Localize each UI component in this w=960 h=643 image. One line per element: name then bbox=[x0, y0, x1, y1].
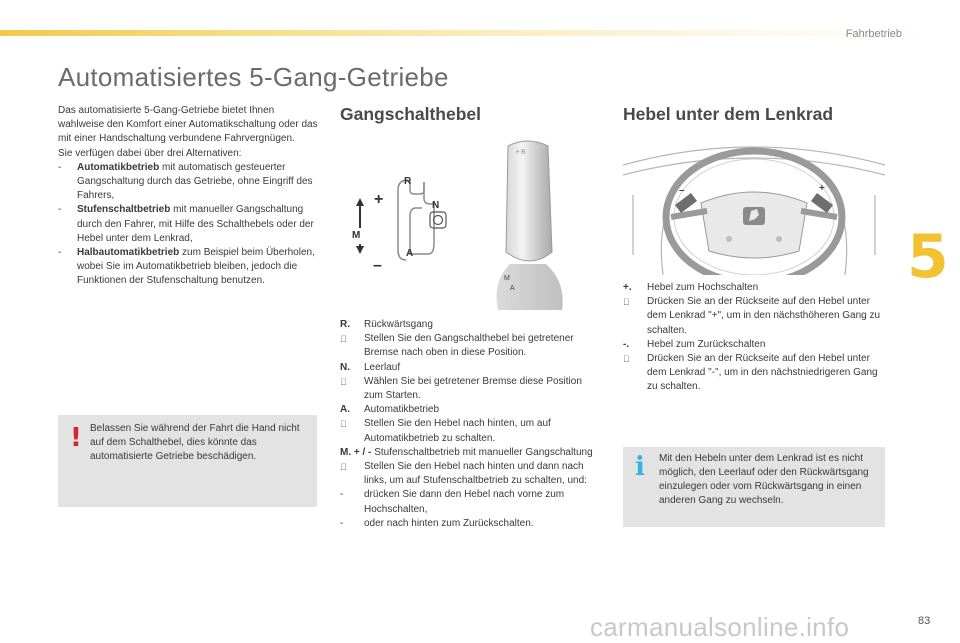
peugeot-logo-icon bbox=[743, 207, 765, 225]
list-text: Rückwärtsgang bbox=[364, 319, 433, 330]
arrow-bullet-icon bbox=[623, 352, 647, 395]
gear-lever-illustration bbox=[340, 132, 605, 312]
list-item-text: zum Beispiel beim Überholen, wobei Sie im Automatikbetrieb bleiben, jedoch die Funktionen der Stufenschaltung benutzen. bbox=[77, 247, 315, 287]
arrow-up-icon bbox=[356, 198, 364, 206]
arrow-down-icon bbox=[356, 246, 364, 254]
list-item bbox=[623, 281, 887, 295]
gate-label-m: M bbox=[352, 230, 361, 241]
list-item-term: Automatikbetrieb bbox=[77, 161, 160, 173]
svg-text:+: + bbox=[819, 183, 825, 194]
svg-text:+ R: + R bbox=[516, 150, 526, 156]
gangschalthebel-list bbox=[340, 318, 602, 531]
list-item: - Halbautomatikbetrieb zum Beispiel beim Überholen, wobei Sie im Automatikbetrieb bleiben, jedoch die Funktionen der Stufenschaltung benutzen. bbox=[58, 247, 315, 287]
hebel-list bbox=[623, 281, 887, 395]
arrow-bullet-icon bbox=[340, 332, 364, 360]
list-key: N. bbox=[340, 361, 350, 373]
list-item-text: mit automatisch gesteuerter Gangschaltung durch das Getriebe, ohne Eingriff des Fahrers, bbox=[77, 161, 313, 202]
intro-text bbox=[58, 104, 320, 289]
list-text: Stellen Sie den Gangschalthebel bei getretener Bremse nach oben in diese Position. bbox=[364, 333, 574, 359]
brake-pedal-icon bbox=[430, 212, 446, 228]
gear-knob bbox=[506, 141, 552, 261]
list-item bbox=[623, 295, 887, 338]
warning-box bbox=[58, 415, 317, 507]
exclamation-icon: ! bbox=[70, 423, 82, 453]
intro-alternatives: Sie verfügen dabei über drei Alternativen: bbox=[58, 147, 242, 159]
list-item bbox=[340, 417, 602, 445]
list-item bbox=[340, 460, 602, 488]
chapter-number: 5 bbox=[907, 222, 949, 292]
list-item bbox=[340, 361, 602, 375]
list-key: +. bbox=[623, 282, 632, 293]
page-title: Automatisiertes 5-Gang-Getriebe bbox=[58, 62, 449, 92]
list-text: Hebel zum Zurückschalten bbox=[647, 338, 766, 350]
list-text: Stellen Sie den Hebel nach hinten und dann nach links, um auf Stufenschaltbetrieb zu schalten, und: bbox=[364, 461, 587, 487]
heading-hebel-lenkrad: Hebel unter dem Lenkrad bbox=[623, 104, 834, 124]
list-item bbox=[623, 338, 887, 352]
arrow-bullet-icon bbox=[340, 375, 364, 403]
list-item bbox=[340, 446, 602, 460]
list-item-text: mit manueller Gangschaltung durch den Fahrer, mit Hilfe des Schalthebels oder der Hebel unter dem Lenkrad, bbox=[77, 204, 314, 244]
list-text: Drücken Sie an der Rückseite auf den Hebel unter dem Lenkrad "+", um in den nächsthöheren Gang zu schalten. bbox=[647, 296, 881, 336]
list-key: -. bbox=[623, 338, 630, 350]
list-item bbox=[340, 318, 602, 332]
gate-label-a: A bbox=[406, 248, 414, 259]
list-key: M. + / - bbox=[340, 446, 372, 458]
page-number: 83 bbox=[918, 615, 931, 627]
arrow-bullet-icon bbox=[623, 295, 647, 338]
info-box bbox=[623, 447, 885, 527]
list-text: Automatikbetrieb bbox=[364, 404, 440, 416]
svg-text:–: – bbox=[679, 185, 685, 196]
heading-gangschalthebel: Gangschalthebel bbox=[340, 104, 482, 124]
list-item bbox=[340, 375, 602, 403]
gear-boot bbox=[497, 264, 563, 310]
svg-text:A: A bbox=[510, 285, 515, 292]
info-text: Mit den Hebeln unter dem Lenkrad ist es nicht möglich, den Leerlauf oder den Rückwärtsgang einzulegen oder vom Rückwärtsgang in einen anderen Gang zu wechseln. bbox=[659, 453, 869, 506]
list-item: - Automatikbetrieb mit automatisch gesteuerter Gangschaltung durch das Getriebe, ohne Eingriff des Fahrers, bbox=[58, 161, 313, 202]
header-accent-bar bbox=[0, 30, 930, 36]
paddle-minus-icon bbox=[675, 185, 697, 213]
list-item: - Stufenschaltbetrieb mit manueller Gangschaltung durch den Fahrer, mit Hilfe des Schalthebels oder der Hebel unter dem Lenkrad, bbox=[58, 204, 314, 244]
list-text: Stufenschaltbetrieb mit manueller Gangschaltung bbox=[374, 446, 593, 458]
info-icon: i bbox=[635, 452, 645, 482]
warning-text: Belassen Sie während der Fahrt die Hand nicht auf dem Schalthebel, dies könnte das automatisierte Getriebe beschädigen. bbox=[90, 423, 300, 462]
gate-label-plus: + bbox=[374, 191, 384, 208]
list-text: Leerlauf bbox=[364, 361, 401, 373]
list-item bbox=[623, 352, 887, 395]
list-text: oder nach hinten zum Zurückschalten. bbox=[364, 517, 534, 529]
list-text: Drücken Sie an der Rückseite auf den Hebel unter dem Lenkrad "-", um in den nächstniedrigeren Gang zu schalten. bbox=[647, 353, 878, 393]
steering-wheel-illustration bbox=[623, 135, 885, 275]
list-text: Wählen Sie bei getretener Bremse diese Position zum Starten. bbox=[364, 375, 582, 402]
gate-label-r: R bbox=[404, 176, 412, 187]
intro-paragraph: Das automatisierte 5-Gang-Getriebe bietet Ihnen wahlweise den Komfort einer Automatikschaltung oder das mit einer Handschaltung verbundene Fahrvergnügen. bbox=[58, 105, 318, 145]
list-key: A. bbox=[340, 404, 350, 416]
watermark: carmanualsonline.info bbox=[590, 612, 850, 642]
list-text: Stellen Sie den Hebel nach hinten, um auf Automatikbetrieb zu schalten. bbox=[364, 418, 551, 444]
list-item bbox=[340, 403, 602, 417]
list-item-term: Halbautomatikbetrieb bbox=[77, 247, 180, 259]
list-item bbox=[340, 517, 602, 531]
list-item bbox=[340, 488, 602, 516]
list-dash: - bbox=[340, 489, 344, 501]
list-item-term: Stufenschaltbetrieb bbox=[77, 204, 171, 216]
list-dash: - bbox=[340, 517, 344, 529]
svg-text:M: M bbox=[504, 275, 510, 282]
arrow-bullet-icon bbox=[340, 417, 364, 445]
list-text: drücken Sie dann den Hebel nach vorne zum Hochschalten, bbox=[364, 489, 565, 515]
arrow-bullet-icon bbox=[340, 460, 364, 488]
list-text: Hebel zum Hochschalten bbox=[647, 282, 759, 293]
list-key: R. bbox=[340, 319, 350, 330]
section-label: Fahrbetrieb bbox=[845, 28, 902, 40]
gate-label-minus: – bbox=[373, 257, 382, 274]
gear-gate-diagram bbox=[398, 180, 434, 260]
list-item bbox=[340, 332, 602, 360]
gate-label-n: N bbox=[432, 200, 440, 211]
